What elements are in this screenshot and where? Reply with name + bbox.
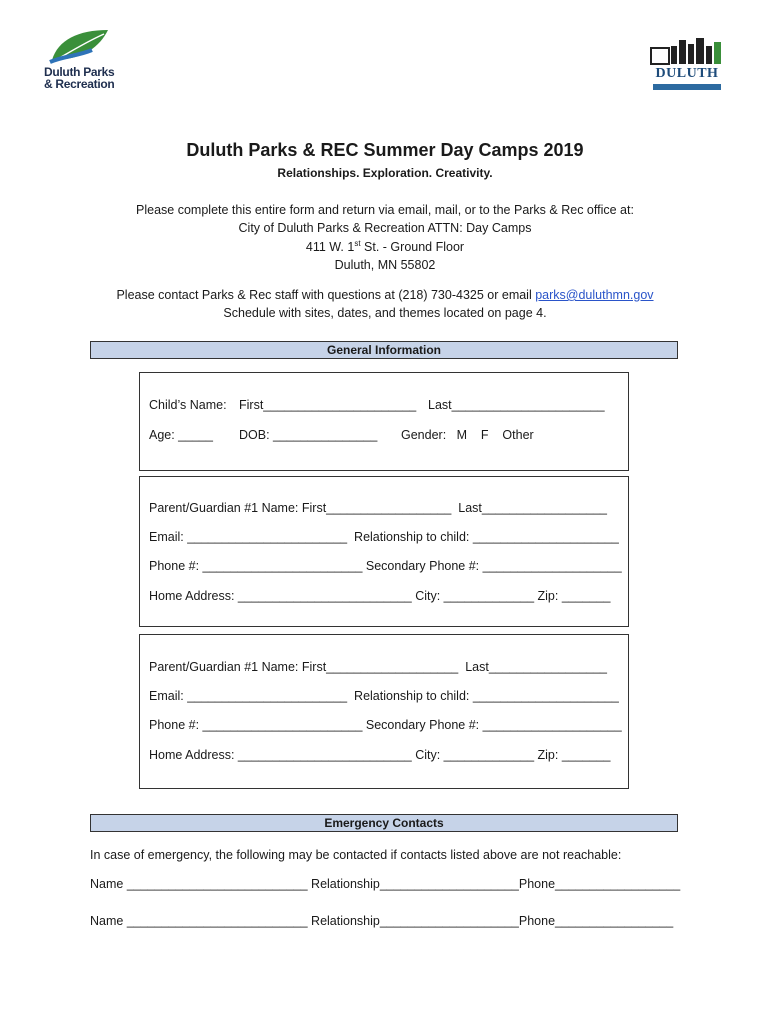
emergency-contact-row-2[interactable]: Name __________________________ Relationship____________________Phone_________________ xyxy=(90,914,674,928)
child-last-name-field[interactable]: Last______________________ xyxy=(428,398,605,412)
parent2-phone-row[interactable]: Phone #: _______________________ Secondary Phone #: ____________________ xyxy=(149,718,622,732)
emergency-intro: In case of emergency, the following may be contacted if contacts listed above are not reachable: xyxy=(90,848,622,862)
contact-email-link[interactable]: parks@duluthmn.gov xyxy=(535,288,654,302)
schedule-note: Schedule with sites, dates, and themes located on page 4. xyxy=(223,306,547,320)
intro-line-2: City of Duluth Parks & Recreation ATTN: Day Camps xyxy=(238,221,532,235)
parent1-phone-row[interactable]: Phone #: _______________________ Secondary Phone #: ____________________ xyxy=(149,559,622,573)
parks-logo-line1: Duluth Parks xyxy=(44,65,115,79)
child-dob-field[interactable]: DOB: _______________ xyxy=(239,428,378,442)
contact-line xyxy=(0,288,770,302)
duluth-parks-logo xyxy=(40,26,120,96)
child-name-label: Child’s Name: xyxy=(149,398,227,412)
intro-line-1: Please complete this entire form and return via email, mail, or to the Parks & Rec office at: xyxy=(136,203,634,217)
parent2-name-row[interactable]: Parent/Guardian #1 Name: First___________________ Last_________________ xyxy=(149,660,608,674)
parent2-email-row[interactable]: Email: _______________________ Relationship to child: _____________________ xyxy=(149,689,619,703)
parent1-info-box xyxy=(139,476,629,627)
parent1-address-row[interactable]: Home Address: _________________________ City: _____________ Zip: _______ xyxy=(149,589,611,603)
general-information-header: General Information xyxy=(90,341,678,359)
city-of-duluth-logo xyxy=(647,36,725,94)
child-info-box xyxy=(139,372,629,471)
city-logo-band xyxy=(653,84,721,90)
parent2-info-box xyxy=(139,634,629,789)
child-first-name-field[interactable]: First______________________ xyxy=(239,398,417,412)
intro-address-line xyxy=(0,239,770,254)
address-street-rest: St. - Ground Floor xyxy=(360,240,465,255)
parent1-email-row[interactable]: Email: _______________________ Relationship to child: _____________________ xyxy=(149,530,619,544)
intro-city-line: Duluth, MN 55802 xyxy=(334,258,436,272)
contact-text: Please contact Parks & Rec staff with questions at (218) 730-4325 or email xyxy=(116,288,536,302)
parent2-address-row[interactable]: Home Address: _________________________ City: _____________ Zip: _______ xyxy=(149,748,611,762)
child-gender-options[interactable]: Gender: M F Other xyxy=(401,428,534,442)
address-street-number: 411 W. 1 xyxy=(305,240,355,255)
parks-logo-line2: & Recreation xyxy=(44,77,115,91)
parent1-name-row[interactable]: Parent/Guardian #1 Name: First__________________ Last__________________ xyxy=(149,501,608,515)
address-ordinal-suffix: st xyxy=(354,239,361,248)
page-title: Duluth Parks & REC Summer Day Camps 2019 xyxy=(186,140,584,160)
city-skyline-icon xyxy=(647,36,725,66)
emergency-contacts-header: Emergency Contacts xyxy=(90,814,678,832)
leaf-icon xyxy=(48,26,110,66)
child-age-field[interactable]: Age: _____ xyxy=(149,428,213,442)
city-logo-word: DULUTH xyxy=(655,66,719,81)
page-tagline: Relationships. Exploration. Creativity. xyxy=(277,166,493,180)
emergency-contact-row-1[interactable]: Name __________________________ Relationship____________________Phone__________________ xyxy=(90,877,681,891)
